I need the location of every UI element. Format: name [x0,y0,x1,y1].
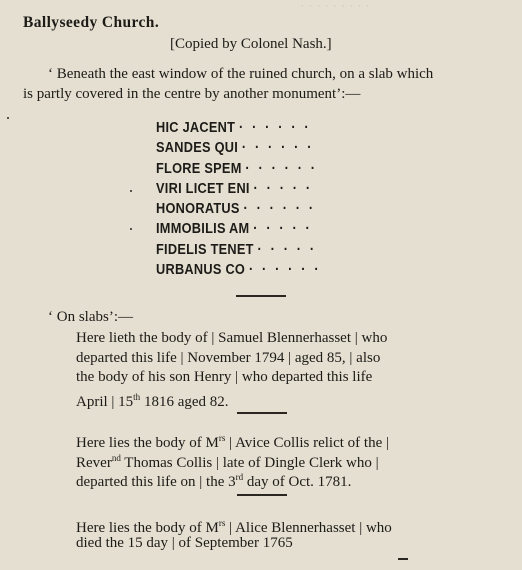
page-speck [7,117,9,119]
copied-note: [Copied by Colonel Nash.] [170,36,332,52]
on-slabs-label: ‘ On slabs’:— [48,309,133,325]
intro-line-1: ‘ Beneath the east window of the ruined church, on a slab which [48,66,434,82]
entry-1-line-4: April | 15th 1816 aged 82. [76,391,229,410]
section-heading: Ballyseedy Church. [23,14,160,31]
divider-rule [236,295,286,297]
page-speck [130,190,132,192]
entry-1-line-2: departed this life | November 1794 | aged 85, | also [76,349,381,366]
entry-1-line-3: the body of his son Henry | who departed this life [76,369,373,385]
inscription-line: FIDELIS TENET · · · · · [156,241,317,258]
intro-line-2: is partly covered in the centre by another monument’:— [23,86,361,102]
divider-rule [237,412,287,414]
slab-inscription [156,118,344,280]
inscription-line: IMMOBILIS AM · · · · · [156,221,313,238]
entry-2-line-1: Here lies the body of $M^{rs}$ | Avice Collis relict of the | [76,433,389,451]
inscription-line: HIC JACENT · · · · · · [156,120,312,136]
inscription-line: VIRI LICET ENI · · · · · [156,180,313,197]
entry-1-line-1: Here lieth the body of | Samuel Blennerhasset | who [76,330,388,346]
page-mark [398,558,408,560]
entry-2-line-3: departed this life on | the 3rd day of Oct. 1781. [76,472,352,490]
divider-rule [237,494,287,496]
entry-3-line-2: died the 15 day | of September 1765 [76,534,293,551]
entry-3-line-1: Here lies the body of $M^{rs}$ | Alice Blennerhasset | who [76,518,392,536]
bleed-through: · · · · · · · · · [300,0,370,15]
inscription-line: FLORE SPEM · · · · · · [156,160,318,177]
inscription-line: URBANUS CO · · · · · · [156,262,322,279]
inscription-line: HONORATUS · · · · · · [156,201,316,218]
entry-2-line-2: Rever$^{nd}$ Thomas Collis | late of Dingle Clerk who | [76,452,379,471]
page-speck [130,228,132,230]
inscription-line: SANDES QUI · · · · · · [156,140,315,157]
